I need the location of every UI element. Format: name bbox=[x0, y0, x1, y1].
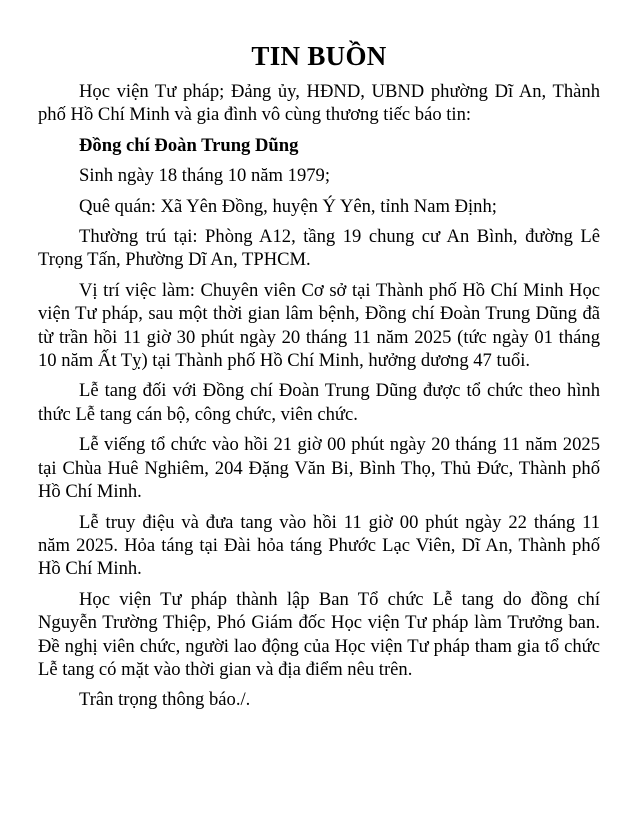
position-paragraph: Vị trí việc làm: Chuyên viên Cơ sở tại Thành phố Hồ Chí Minh Học viện Tư pháp, sau một thời gian lâm bệnh, Đồng chí Đoàn Trung Dũng đã từ trần hồi 11 giờ 30 phút ngày 20 tháng 11 năm 2025 (tức ngày 01 tháng 10 năm Ất Tỵ) tại Thành phố Hồ Chí Minh, hưởng dương 47 tuổi. bbox=[38, 279, 600, 372]
closing-line: Trân trọng thông báo./. bbox=[79, 689, 251, 711]
intro-paragraph: Học viện Tư pháp; Đảng ủy, HĐND, UBND phường Dĩ An, Thành phố Hồ Chí Minh và gia đình vô cùng thương tiếc báo tin: bbox=[38, 81, 600, 126]
obituary-document bbox=[38, 40, 600, 719]
memorial-paragraph: Lễ truy điệu và đưa tang vào hồi 11 giờ 00 phút ngày 22 tháng 11 năm 2025. Hỏa táng tại Đài hỏa táng Phước Lạc Viên, Dĩ An, Thành phố Hồ Chí Minh. bbox=[38, 511, 600, 580]
birth-date-line: Sinh ngày 18 tháng 10 năm 1979; bbox=[79, 165, 330, 187]
residence-paragraph: Thường trú tại: Phòng A12, tầng 19 chung cư An Bình, đường Lê Trọng Tấn, Phường Dĩ An, TPHCM. bbox=[38, 226, 600, 271]
deceased-name: Đồng chí Đoàn Trung Dũng bbox=[79, 134, 299, 156]
document-title: TIN BUỒN bbox=[251, 41, 387, 71]
hometown-line: Quê quán: Xã Yên Đồng, huyện Ý Yên, tỉnh Nam Định; bbox=[79, 195, 497, 217]
visitation-paragraph: Lễ viếng tổ chức vào hồi 21 giờ 00 phút ngày 20 tháng 11 năm 2025 tại Chùa Huê Nghiêm, 204 Đặng Văn Bi, Bình Thọ, Thủ Đức, Thành phố Hồ Chí Minh. bbox=[38, 434, 600, 503]
committee-paragraph: Học viện Tư pháp thành lập Ban Tổ chức Lễ tang do đồng chí Nguyễn Trường Thiệp, Phó Giám đốc Học viện Tư pháp làm Trưởng ban. Đề nghị viên chức, người lao động của Học viện Tư pháp tham gia tổ chức Lễ tang có mặt vào thời gian và địa điểm nêu trên. bbox=[38, 588, 600, 680]
funeral-form-paragraph: Lễ tang đối với Đồng chí Đoàn Trung Dũng được tổ chức theo hình thức Lễ tang cán bộ, công chức, viên chức. bbox=[38, 380, 600, 425]
